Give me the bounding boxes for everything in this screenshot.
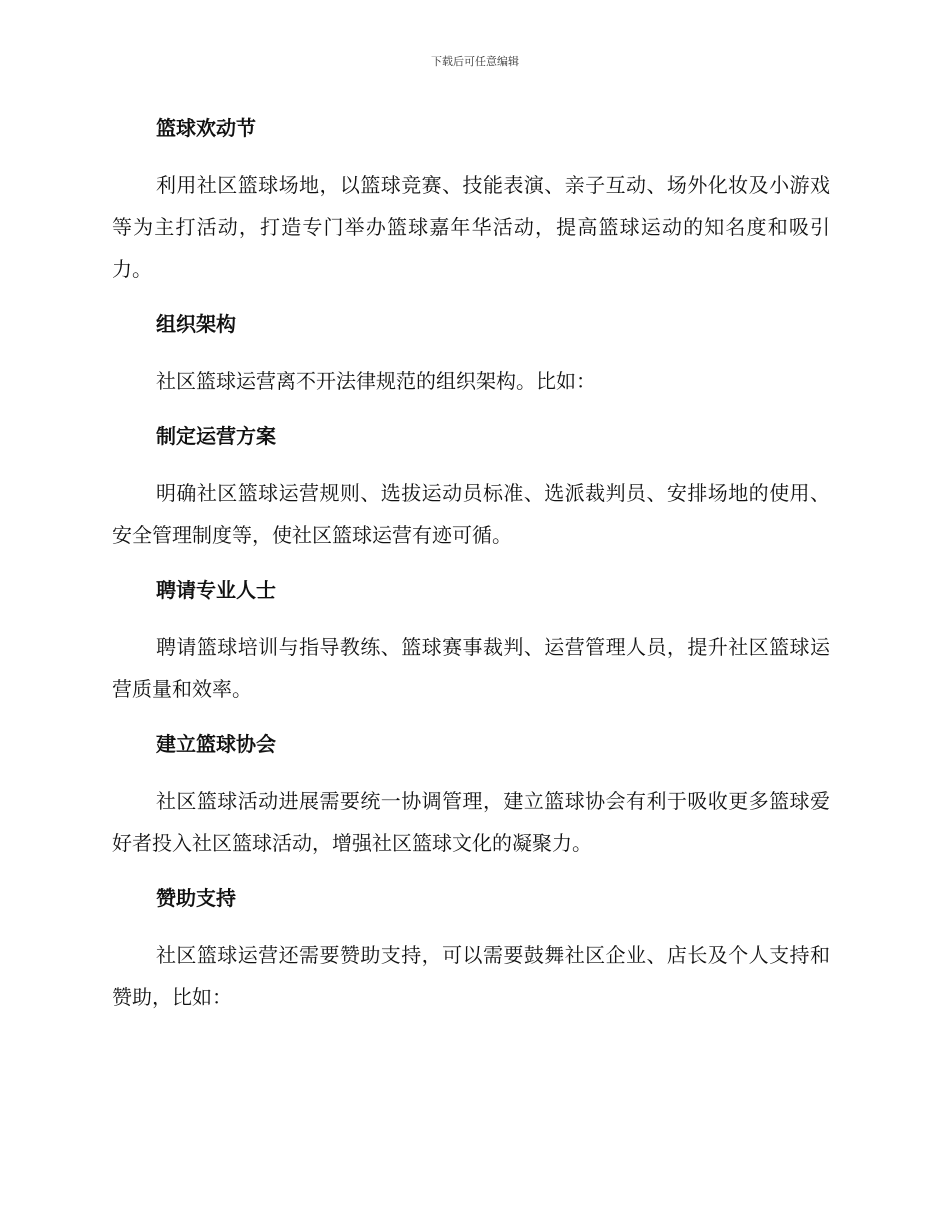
- section-heading-carnival: 篮球欢动节: [156, 116, 256, 140]
- section-paragraph-organization: 社区篮球运营离不开法律规范的组织架构。比如：: [156, 369, 596, 393]
- section-paragraph-professionals: 聘请篮球培训与指导教练、篮球赛事裁判、运营管理人员，提升社区篮球运营质量和效率。: [112, 635, 830, 701]
- section-heading-sponsorship: 赞助支持: [156, 886, 236, 910]
- section-heading-operation-plan: 制定运营方案: [156, 424, 276, 448]
- section-heading-association: 建立篮球协会: [156, 732, 276, 756]
- page-header: 下载后可任意编辑: [431, 55, 519, 68]
- section-paragraph-operation-plan: 明确社区篮球运营规则、选拔运动员标准、选派裁判员、安排场地的使用、安全管理制度等，使社区篮球运营有迹可循。: [112, 481, 830, 547]
- section-heading-organization: 组织架构: [156, 312, 236, 336]
- section-paragraph-association: 社区篮球活动进展需要统一协调管理，建立篮球协会有利于吸收更多篮球爱好者投入社区篮球活动，增强社区篮球文化的凝聚力。: [112, 789, 830, 855]
- section-heading-professionals: 聘请专业人士: [156, 578, 276, 602]
- document-body: [112, 110, 830, 1034]
- section-paragraph-sponsorship: 社区篮球运营还需要赞助支持，可以需要鼓舞社区企业、店长及个人支持和赞助，比如：: [112, 943, 830, 1009]
- section-paragraph-carnival: 利用社区篮球场地，以篮球竞赛、技能表演、亲子互动、场外化妆及小游戏等为主打活动，打造专门举办篮球嘉年华活动，提高篮球运动的知名度和吸引力。: [112, 173, 830, 281]
